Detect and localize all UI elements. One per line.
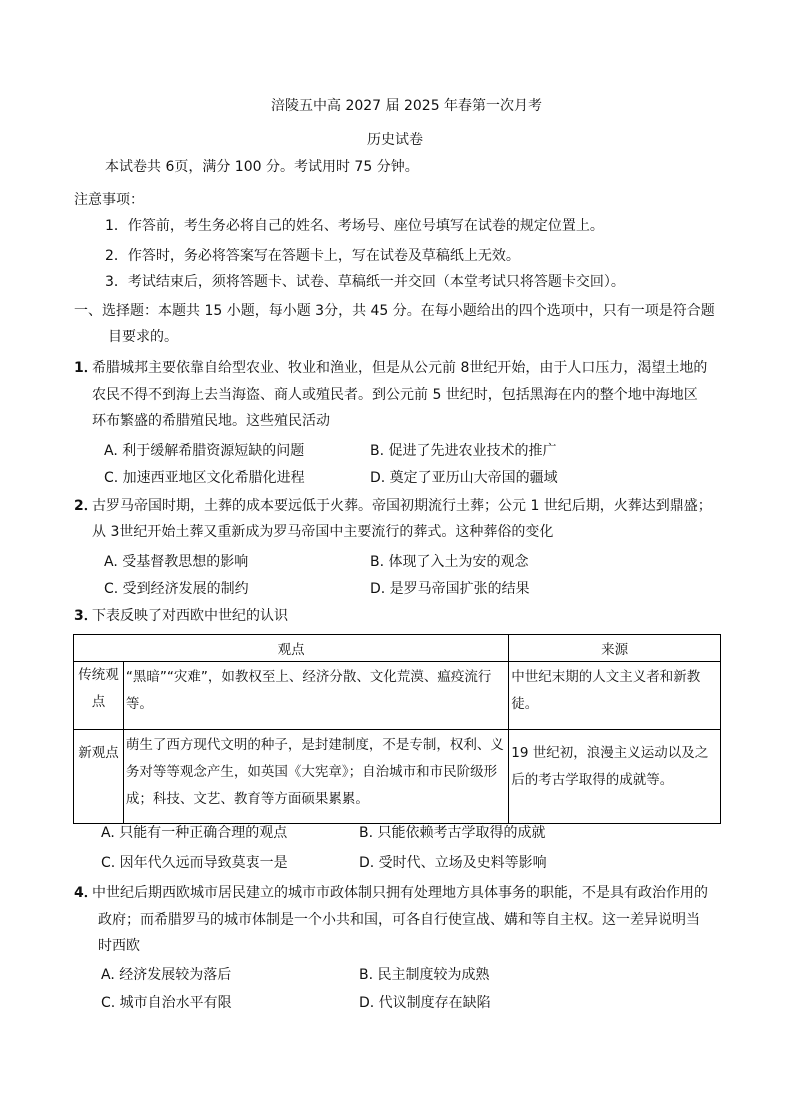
q3-option-c: C. 因年代久远而导致莫衷一是 <box>101 855 288 871</box>
q2-option-b: B. 体现了入土为安的观念 <box>370 554 529 570</box>
question-number: 4． <box>74 885 98 901</box>
section1-instruction-cont: 目要求的。 <box>108 329 178 345</box>
q2-option-c: C. 受到经济发展的制约 <box>104 581 249 597</box>
q3-option-d: D. 受时代、立场及史料等影响 <box>359 855 547 871</box>
q2-option-d: D. 是罗马帝国扩张的结果 <box>370 581 530 597</box>
question-number: 2． <box>74 498 98 514</box>
question-2-stem-cont: 从 3世纪开始土葬又重新成为罗马帝国中主要流行的葬式。这种葬俗的变化 <box>92 524 554 540</box>
table-cell-view <box>123 662 508 730</box>
table-cell-source <box>509 730 721 824</box>
q3-option-a: A. 只能有一种正确合理的观点 <box>101 825 288 841</box>
q1-option-d: D. 奠定了亚历山大帝国的疆域 <box>370 470 558 486</box>
column-header-view: 观点 <box>74 635 509 662</box>
notice-item-1: 1．作答前，考生务必将自己的姓名、考场号、座位号填写在试卷的规定位置上。 <box>105 218 604 234</box>
q2-option-a: A. 受基督教思想的影响 <box>104 554 249 570</box>
notice-item-3: 3．考试结束后，须将答题卡、试卷、草稿纸一并交回（本堂考试只将答题卡交回）。 <box>105 274 625 290</box>
cell-text: 中世纪末期的人文主义者和新教徒。 <box>511 669 701 712</box>
views-table <box>73 634 721 824</box>
q1-option-c: C. 加速西亚地区文化希腊化进程 <box>104 470 305 486</box>
notice-heading: 注意事项： <box>74 192 144 208</box>
cell-text: 萌生了西方现代文明的种子，是封建制度，不是专制，权利、义务对等等观念产生，如英国《大宪章》；自治城市和市民阶级形成；科技、文艺、教育等方面硕果累累。 <box>125 737 504 807</box>
question-number: 1． <box>74 360 98 376</box>
question-1-stem: 希腊城邦主要依靠自给型农业、牧业和渔业，但是从公元前 8世纪开始，由于人口压力，渴望土地的 <box>92 360 708 376</box>
question-4-stem-cont: 时西欧 <box>98 938 140 954</box>
question-4-stem-cont: 政府；而希腊罗马的城市体制是一个小共和国，可各自行使宣战、媾和等自主权。这一差异说明当 <box>98 912 700 928</box>
row-header: 新观点 <box>74 730 124 824</box>
q4-option-b: B. 民主制度较为成熟 <box>359 967 490 983</box>
exam-intro: 本试卷共 6页，满分 100 分。考试用时 75 分钟。 <box>105 159 419 175</box>
notice-item-2: 2．作答时，务必将答案写在答题卡上，写在试卷及草稿纸上无效。 <box>105 248 520 264</box>
question-1-stem-cont: 环布繁盛的希腊殖民地。这些殖民活动 <box>92 413 330 429</box>
section1-instruction: 一、选择题：本题共 15 小题，每小题 3分，共 45 分。在每小题给出的四个选项中，只有一项是符合题 <box>74 303 715 319</box>
exam-subject: 历史试卷 <box>367 132 423 148</box>
q1-option-b: B. 促进了先进农业技术的推广 <box>370 443 557 459</box>
question-number: 3． <box>74 608 98 624</box>
q4-option-c: C. 城市自治水平有限 <box>101 995 232 1011</box>
q4-option-a: A. 经济发展较为落后 <box>101 967 232 983</box>
q3-option-b: B. 只能依赖考古学取得的成就 <box>359 825 546 841</box>
column-header-source: 来源 <box>509 635 721 662</box>
q4-option-d: D. 代议制度存在缺陷 <box>359 995 491 1011</box>
table-row <box>74 662 721 730</box>
question-2-stem: 古罗马帝国时期，土葬的成本要远低于火葬。帝国初期流行土葬；公元 1 世纪后期，火葬达到鼎盛； <box>92 498 712 514</box>
exam-title: 涪陵五中高 2027 届 2025 年春第一次月考 <box>271 98 543 114</box>
question-4-stem: 中世纪后期西欧城市居民建立的城市市政体制只拥有处理地方具体事务的职能，不是具有政治作用的 <box>92 885 708 901</box>
cell-text: 19 世纪初，浪漫主义运动以及之后的考古学取得的成就等。 <box>511 745 709 788</box>
table-row <box>74 730 721 824</box>
question-3-stem: 下表反映了对西欧中世纪的认识 <box>92 608 288 624</box>
question-1-stem-cont: 农民不得不到海上去当海盗、商人或殖民者。到公元前 5 世纪时，包括黑海在内的整个地中海地区 <box>92 387 698 403</box>
q1-option-a: A. 利于缓解希腊资源短缺的问题 <box>104 443 305 459</box>
row-header: 传统观点 <box>74 662 124 730</box>
table-cell-view <box>123 730 508 824</box>
cell-text: “黑暗”“灾难”，如教权至上、经济分散、文化荒漠、瘟疫流行等。 <box>125 669 492 712</box>
table-header-row <box>74 635 721 662</box>
table-cell-source <box>509 662 721 730</box>
